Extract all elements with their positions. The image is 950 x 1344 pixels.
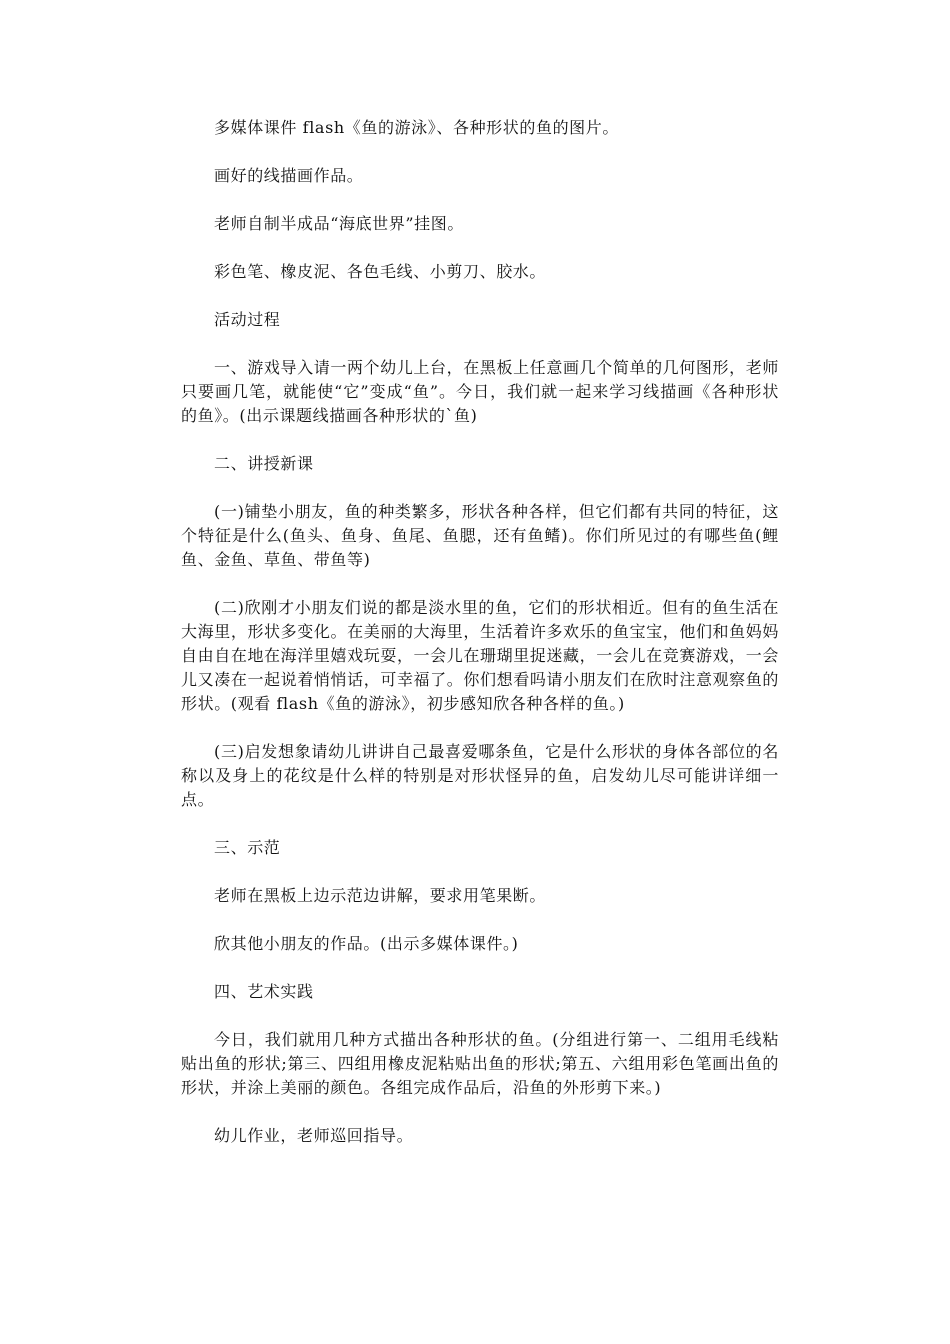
step-one-game-intro: 一、游戏导入请一两个幼儿上台，在黑板上任意画几个简单的几何图形，老师只要画几笔，就能使“它”变成“鱼”。今日，我们就一起来学习线描画《各种形状的鱼》。(出示课题线描画各种形状的`鱼): [181, 358, 779, 425]
materials-multimedia: 多媒体课件 flash《鱼的游泳》、各种形状的鱼的图片。: [214, 118, 619, 137]
section-heading-activity-process: 活动过程: [214, 310, 281, 329]
materials-supplies: 彩色笔、橡皮泥、各色毛线、小剪刀、胶水。: [214, 262, 547, 281]
lesson-part-three: (三)启发想象请幼儿讲讲自己最喜爱哪条鱼，它是什么形状的身体各部位的名称以及身上的花纹是什么样的特别是对形状怪异的鱼，启发幼儿尽可能讲详细一点。: [181, 742, 779, 809]
children-work-text: 幼儿作业，老师巡回指导。: [214, 1126, 414, 1145]
appreciation-text: 欣其他小朋友的作品。(出示多媒体课件。): [214, 934, 519, 953]
section-heading-demonstration: 三、示范: [214, 838, 281, 857]
section-heading-new-lesson: 二、讲授新课: [214, 454, 314, 473]
lesson-part-two: (二)欣刚才小朋友们说的都是淡水里的鱼，它们的形状相近。但有的鱼生活在大海里，形状多变化。在美丽的大海里，生活着许多欢乐的鱼宝宝，他们和鱼妈妈自由自在地在海洋里嬉戏玩耍，一会儿在珊瑚里捉迷藏，一会儿在竞赛游戏，一会儿又凑在一起说着悄悄话，可幸福了。你们想看吗请小朋友们在欣时注意观察鱼的形状。(观看 flash《鱼的游泳》，初步感知欣各种各样的鱼。): [181, 598, 779, 713]
section-heading-art-practice: 四、艺术实践: [214, 982, 314, 1001]
document-body: [181, 116, 779, 1172]
demonstration-text: 老师在黑板上边示范边讲解，要求用笔果断。: [214, 886, 547, 905]
art-practice-text: 今日，我们就用几种方式描出各种形状的鱼。(分组进行第一、二组用毛线粘贴出鱼的形状;第三、四组用橡皮泥粘贴出鱼的形状;第五、六组用彩色笔画出鱼的形状，并涂上美丽的颜色。各组完成作品后，沿鱼的外形剪下来。): [181, 1030, 779, 1097]
materials-wall-chart: 老师自制半成品“海底世界”挂图。: [214, 214, 464, 233]
lesson-part-one: (一)铺垫小朋友，鱼的种类繁多，形状各种各样，但它们都有共同的特征，这个特征是什么(鱼头、鱼身、鱼尾、鱼腮，还有鱼鳍)。你们所见过的有哪些鱼(鲤鱼、金鱼、草鱼、带鱼等): [181, 502, 779, 569]
materials-line-drawings: 画好的线描画作品。: [214, 166, 364, 185]
